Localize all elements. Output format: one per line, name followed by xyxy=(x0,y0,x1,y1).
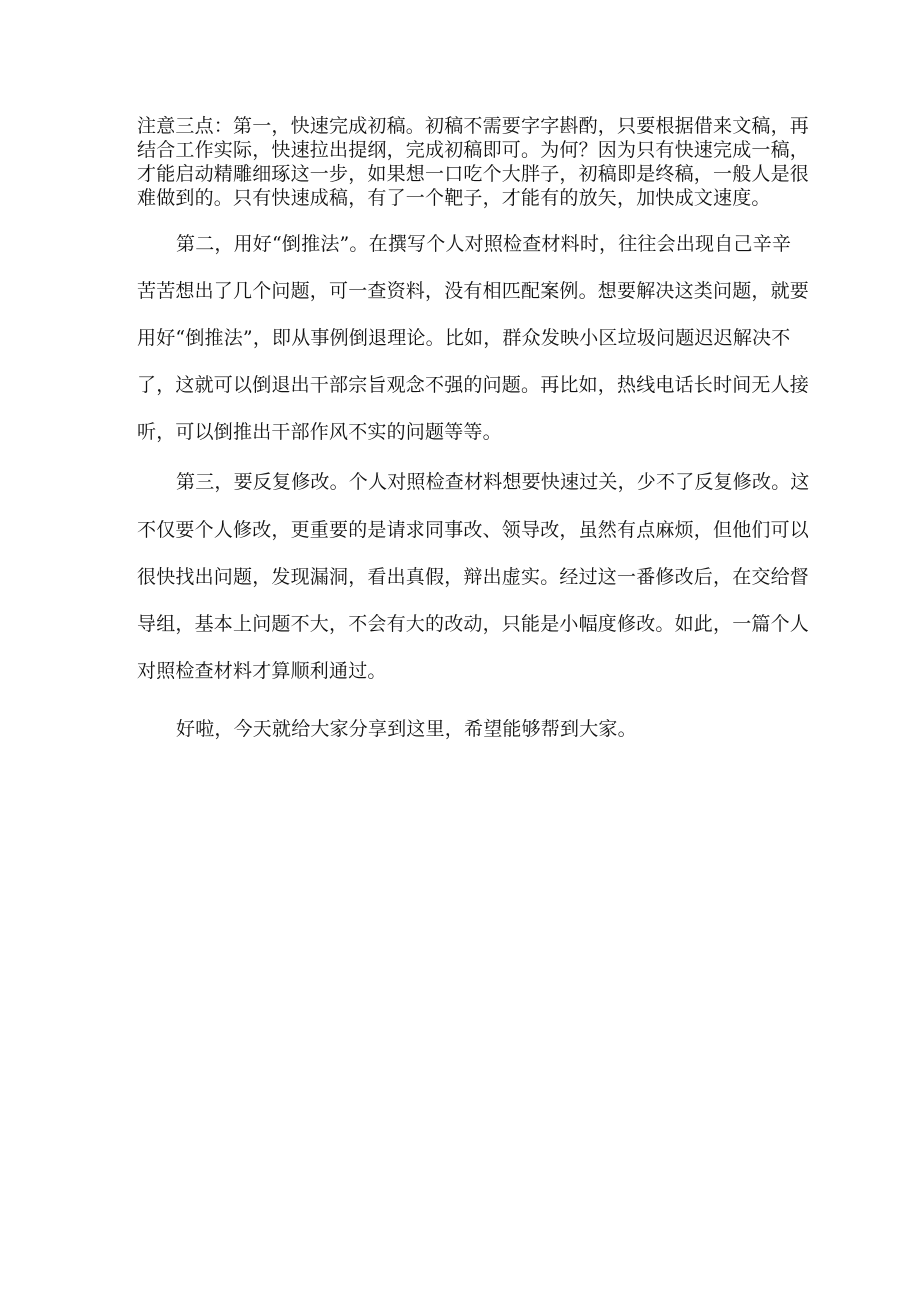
paragraph-2-line-3: 用好“倒推法”，即从事例倒退理论。比如，群众发映小区垃圾问题迟迟解决不 xyxy=(137,327,791,349)
paragraph-1-line-4: 难做到的。只有快速成稿，有了一个靶子，才能有的放矢，加快成文速度。 xyxy=(137,187,771,209)
paragraph-1-line-3: 才能启动精雕细琢这一步，如果想一口吃个大胖子，初稿即是终稿，一般人是很 xyxy=(137,163,810,185)
paragraph-1-line-2: 结合工作实际，快速拉出提纲，完成初稿即可。为何？因为只有快速完成一稿， xyxy=(137,139,810,161)
paragraph-3-line-1: 第三，要反复修改。个人对照检查材料想要快速过关，少不了反复修改。这 xyxy=(176,471,810,493)
paragraph-1-line-1: 注意三点：第一，快速完成初稿。初稿不需要字字斟酌，只要根据借来文稿，再 xyxy=(137,115,810,137)
paragraph-3-line-3: 很快找出问题，发现漏洞，看出真假，辩出虚实。经过这一番修改后，在交给督 xyxy=(137,566,810,588)
paragraph-3-line-5: 对照检查材料才算顺利通过。 xyxy=(137,660,387,682)
paragraph-3-line-4: 导组，基本上问题不大，不会有大的改动，只能是小幅度修改。如此，一篇个人 xyxy=(137,613,810,635)
paragraph-4-line-1: 好啦，今天就给大家分享到这里，希望能够帮到大家。 xyxy=(176,718,637,740)
paragraph-3-line-2: 不仅要个人修改，更重要的是请求同事改、领导改，虽然有点麻烦，但他们可以 xyxy=(137,519,810,541)
paragraph-2-line-2: 苦苦想出了几个问题，可一查资料，没有相匹配案例。想要解决这类问题，就要 xyxy=(137,280,810,302)
paragraph-2-line-1: 第二，用好“倒推法”。在撰写个人对照检查材料时，往往会出现自己辛辛 xyxy=(176,233,792,255)
paragraph-2-line-5: 听，可以倒推出干部作风不实的问题等等。 xyxy=(137,421,502,443)
paragraph-2-line-4: 了，这就可以倒退出干部宗旨观念不强的问题。再比如，热线电话长时间无人接 xyxy=(137,374,810,396)
